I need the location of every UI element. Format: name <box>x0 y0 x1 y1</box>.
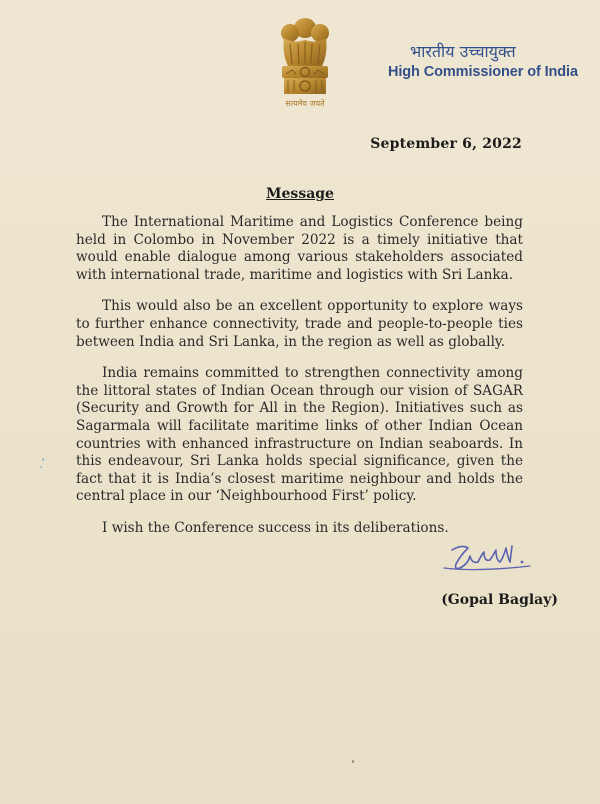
paper-mark <box>42 458 44 461</box>
paragraph: This would also be an excellent opportunity to explore ways to further enhance connectivity, trade and people-to-people ties between India and Sri Lanka, in the region as well as globally. <box>76 298 523 350</box>
emblem-motto: सत्यमेव जयते <box>285 99 325 108</box>
signatory-name: (Gopal Baglay) <box>441 592 558 608</box>
paragraph: I wish the Conference success in its deliberations. <box>102 519 449 536</box>
letter-date: September 6, 2022 <box>370 136 522 152</box>
national-emblem-icon <box>270 14 340 110</box>
office-title-hindi: भारतीय उच्चायुक्त <box>410 42 516 61</box>
message-body <box>76 214 523 552</box>
letterhead-office <box>388 40 588 80</box>
office-title-english: High Commissioner of India <box>388 64 578 80</box>
paper-mark <box>352 760 354 763</box>
paragraph: India remains committed to strengthen connectivity among the littoral states of Indian Ocean through our vision of SAGAR (Security and Growth for All in the Region). Initiatives such as Sagarmala will facilitate maritime links of other Indian Ocean countries with enhanced infrastructure on Indian seaboards. In this endeavour, Sri Lanka holds special significance, given the fact that it is India’s closest maritime neighbour and holds the central place in our ‘Neighbourhood First’ policy. <box>76 365 523 505</box>
paper-mark <box>40 466 42 468</box>
handwritten-signature <box>438 536 548 584</box>
message-heading-text: Message <box>266 186 334 202</box>
paragraph: The International Maritime and Logistics Conference being held in Colombo in November 2022 is a timely initiative that would enable dialogue among various stakeholders associated with international trade, maritime and logistics with Sri Lanka. <box>76 214 523 283</box>
message-heading <box>0 186 600 202</box>
